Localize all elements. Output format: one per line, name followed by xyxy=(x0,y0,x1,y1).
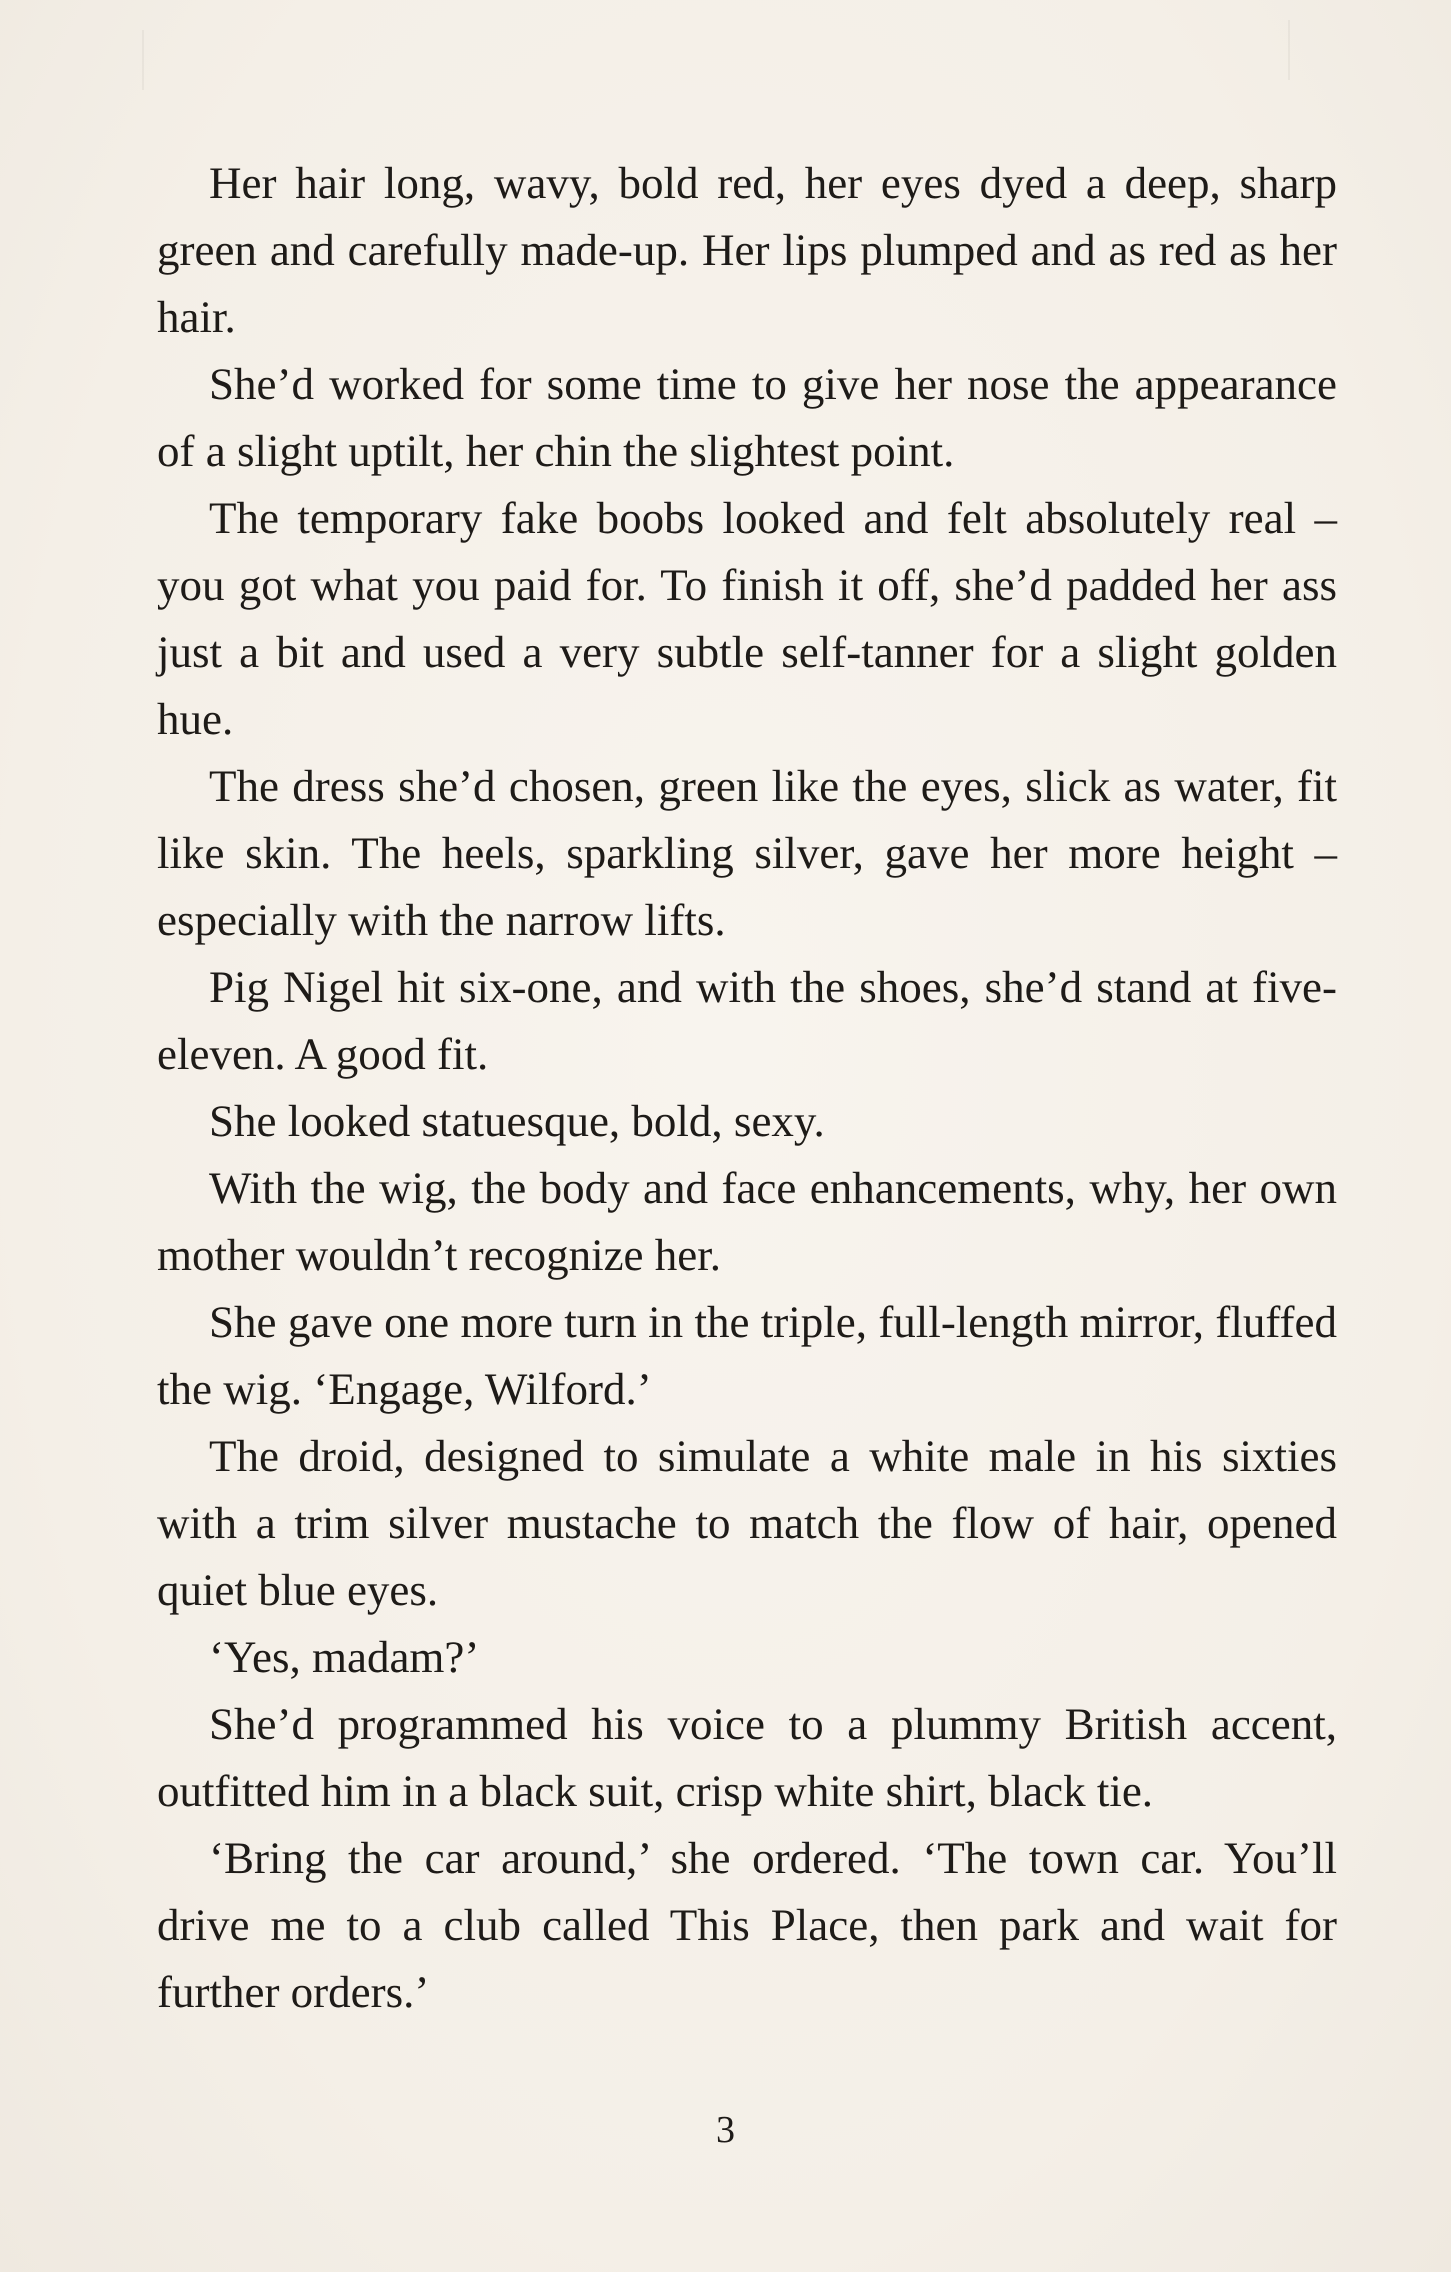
paragraph: Her hair long, wavy, bold red, her eyes dyed a deep, sharp green and carefully made-up. Her lips plumped and as red as her hair. xyxy=(157,158,1337,342)
body-text xyxy=(157,150,1337,2026)
paragraph: The temporary fake boobs looked and felt absolutely real – you got what you paid for. To finish it off, she’d padded her ass just a bit and used a very subtle self-tanner for a slight golden hue. xyxy=(157,493,1337,744)
paragraph: With the wig, the body and face enhancements, why, her own mother wouldn’t recognize her. xyxy=(157,1163,1337,1280)
paragraph: ‘Bring the car around,’ she ordered. ‘The town car. You’ll drive me to a club called This Place, then park and wait for further orders.’ xyxy=(157,1833,1337,2017)
page-number: 3 xyxy=(716,2109,735,2151)
paragraph: She’d programmed his voice to a plummy British accent, outfitted him in a black suit, crisp white shirt, black tie. xyxy=(157,1699,1337,1816)
paragraph: The droid, designed to simulate a white male in his sixties with a trim silver mustache to match the flow of hair, opened quiet blue eyes. xyxy=(157,1431,1337,1615)
paper-crease xyxy=(142,30,144,90)
paragraph: ‘Yes, madam?’ xyxy=(209,1632,480,1682)
paragraph: She gave one more turn in the triple, full-length mirror, fluffed the wig. ‘Engage, Wilford.’ xyxy=(157,1297,1337,1414)
paper-crease xyxy=(1288,20,1290,80)
paragraph: She’d worked for some time to give her nose the appearance of a slight uptilt, her chin the slightest point. xyxy=(157,359,1337,476)
paragraph: She looked statuesque, bold, sexy. xyxy=(209,1096,825,1146)
paragraph: The dress she’d chosen, green like the eyes, slick as water, fit like skin. The heels, sparkling silver, gave her more height – especially with the narrow lifts. xyxy=(157,761,1337,945)
paragraph: Pig Nigel hit six-one, and with the shoes, she’d stand at five-eleven. A good fit. xyxy=(157,962,1337,1079)
